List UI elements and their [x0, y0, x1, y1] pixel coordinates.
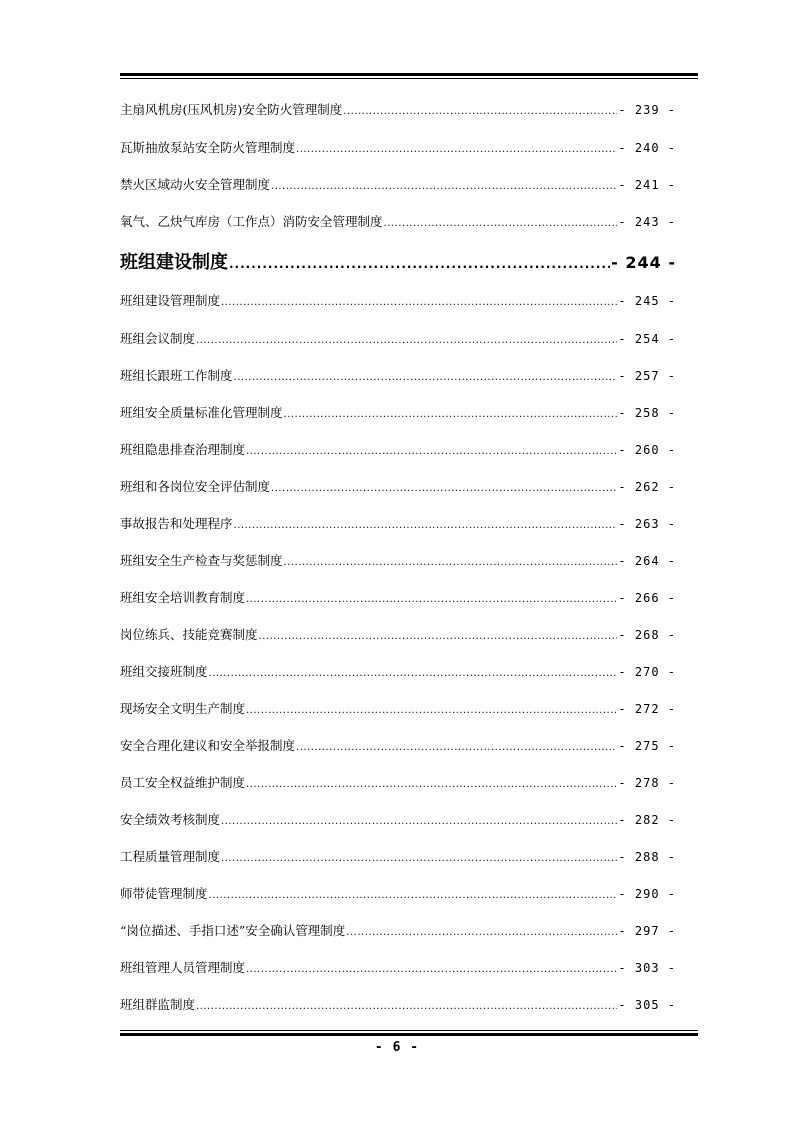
- toc-entry-title: 班组交接班制度: [120, 664, 208, 679]
- toc-entry-title: 瓦斯抽放泵站安全防火管理制度: [120, 140, 296, 155]
- toc-entry-page: - 254 -: [618, 332, 676, 346]
- toc-leader-dots: [209, 666, 618, 682]
- toc-entry-page: - 240 -: [618, 141, 676, 155]
- toc-entry-title: 岗位练兵、技能竞赛制度: [120, 627, 258, 642]
- toc-leader-dots: [271, 179, 617, 195]
- toc-entry-page: - 297 -: [618, 924, 676, 938]
- toc-entry-title: 安全合理化建议和安全举报制度: [120, 738, 296, 753]
- toc-entry[interactable]: [120, 960, 676, 978]
- toc-entry[interactable]: [120, 214, 676, 232]
- toc-entry[interactable]: [120, 849, 676, 867]
- toc-entry[interactable]: [120, 331, 676, 349]
- toc-entry-title: 氧气、乙炔气库房（工作点）消防安全管理制度: [120, 214, 383, 229]
- toc-entry[interactable]: [120, 368, 676, 386]
- toc-entry[interactable]: [120, 738, 676, 756]
- header-rule: [120, 73, 698, 79]
- toc-entry-title: 班组和各岗位安全评估制度: [120, 479, 271, 494]
- toc-entry[interactable]: [120, 479, 676, 497]
- toc-entry[interactable]: [120, 664, 676, 682]
- toc-entry-title: 班组长跟班工作制度: [120, 368, 233, 383]
- toc-entry-page: - 263 -: [618, 517, 676, 531]
- toc-entry-title: 工程质量管理制度: [120, 849, 221, 864]
- toc-entry[interactable]: [120, 775, 676, 793]
- toc-entry[interactable]: [120, 812, 676, 830]
- toc-leader-dots: [246, 703, 617, 719]
- toc-leader-dots: [209, 888, 618, 904]
- toc-entry[interactable]: [120, 140, 676, 158]
- toc-entry-title: 员工安全权益维护制度: [120, 775, 246, 790]
- toc-leader-dots: [221, 814, 617, 830]
- toc-leader-dots: [296, 740, 617, 756]
- toc-entry-title: 班组会议制度: [120, 331, 196, 346]
- toc-leader-dots: [234, 518, 618, 534]
- toc-entry[interactable]: [120, 102, 676, 120]
- toc-entry-title: 师带徒管理制度: [120, 886, 208, 901]
- toc-entry-title: 现场安全文明生产制度: [120, 701, 246, 716]
- toc-leader-dots: [259, 629, 618, 645]
- toc-entry[interactable]: [120, 293, 676, 311]
- toc-entry-page: - 303 -: [618, 961, 676, 975]
- toc-section-title: 班组建设制度: [120, 252, 228, 273]
- toc-entry-page: - 282 -: [618, 813, 676, 827]
- toc-entry[interactable]: [120, 886, 676, 904]
- toc-entry-page: - 290 -: [618, 887, 676, 901]
- toc-entry-title: 班组安全培训教育制度: [120, 590, 246, 605]
- toc-entry-title: 班组隐患排查治理制度: [120, 442, 246, 457]
- toc-entry[interactable]: [120, 553, 676, 571]
- toc-entry[interactable]: [120, 516, 676, 534]
- toc-entry[interactable]: [120, 177, 676, 195]
- toc-leader-dots: [271, 481, 617, 497]
- toc-entry[interactable]: [120, 442, 676, 460]
- toc-leader-dots: [296, 142, 617, 158]
- toc-leader-dots: [246, 592, 617, 608]
- toc-entry-page: - 239 -: [618, 103, 676, 117]
- toc-leader-dots: [284, 407, 618, 423]
- toc-leader-dots: [246, 777, 617, 793]
- toc-entry-title: 班组群监制度: [120, 997, 196, 1012]
- toc-entry-page: - 243 -: [618, 215, 676, 229]
- toc-entry-page: - 305 -: [618, 998, 676, 1012]
- toc-leader-dots: [246, 962, 617, 978]
- toc-entry-title: 禁火区域动火安全管理制度: [120, 177, 271, 192]
- toc-leader-dots: [229, 253, 610, 275]
- toc-leader-dots: [343, 104, 617, 120]
- toc-entry[interactable]: [120, 590, 676, 608]
- toc-entry-title: 安全绩效考核制度: [120, 812, 221, 827]
- toc-leader-dots: [384, 216, 618, 232]
- toc-entry[interactable]: [120, 627, 676, 645]
- toc-entry[interactable]: [120, 405, 676, 423]
- toc-entry-page: - 241 -: [618, 178, 676, 192]
- toc-entry-page: - 262 -: [618, 480, 676, 494]
- page-number: - 6 -: [374, 1040, 420, 1055]
- toc-entry-page: - 268 -: [618, 628, 676, 642]
- toc-leader-dots: [196, 999, 617, 1015]
- toc-entry-page: - 260 -: [618, 443, 676, 457]
- toc-entry-page: - 258 -: [618, 406, 676, 420]
- toc-entry-title: 班组管理人员管理制度: [120, 960, 246, 975]
- toc-leader-dots: [246, 444, 617, 460]
- toc-leader-dots: [221, 851, 617, 867]
- footer-rule: [120, 1030, 698, 1036]
- toc-leader-dots: [284, 555, 618, 571]
- toc-leader-dots: [234, 370, 618, 386]
- toc-entry-page: - 264 -: [618, 554, 676, 568]
- toc-leader-dots: [346, 925, 617, 941]
- toc-entry-page: - 257 -: [618, 369, 676, 383]
- toc-entry-page: - 278 -: [618, 776, 676, 790]
- toc-entry-title: 事故报告和处理程序: [120, 516, 233, 531]
- toc-leader-dots: [221, 295, 617, 311]
- toc-entry[interactable]: [120, 997, 676, 1015]
- toc-leader-dots: [196, 333, 617, 349]
- toc-entry[interactable]: [120, 701, 676, 719]
- toc-entry-title: 班组建设管理制度: [120, 293, 221, 308]
- toc-section-heading[interactable]: [120, 252, 676, 275]
- toc-entry-title: 班组安全生产检查与奖惩制度: [120, 553, 283, 568]
- toc-entry-title: “岗位描述、手指口述”安全确认管理制度: [120, 923, 346, 938]
- toc-entry-title: 班组安全质量标准化管理制度: [120, 405, 283, 420]
- toc-entry-page: - 288 -: [618, 850, 676, 864]
- toc-entry-page: - 275 -: [618, 739, 676, 753]
- toc-entry[interactable]: [120, 923, 676, 941]
- toc-entry-title: 主扇风机房(压风机房)安全防火管理制度: [120, 102, 343, 117]
- toc-section-page: - 244 -: [611, 253, 676, 272]
- toc-entry-page: - 245 -: [618, 294, 676, 308]
- toc-entry-page: - 270 -: [618, 665, 676, 679]
- toc-entry-page: - 266 -: [618, 591, 676, 605]
- toc-entry-page: - 272 -: [618, 702, 676, 716]
